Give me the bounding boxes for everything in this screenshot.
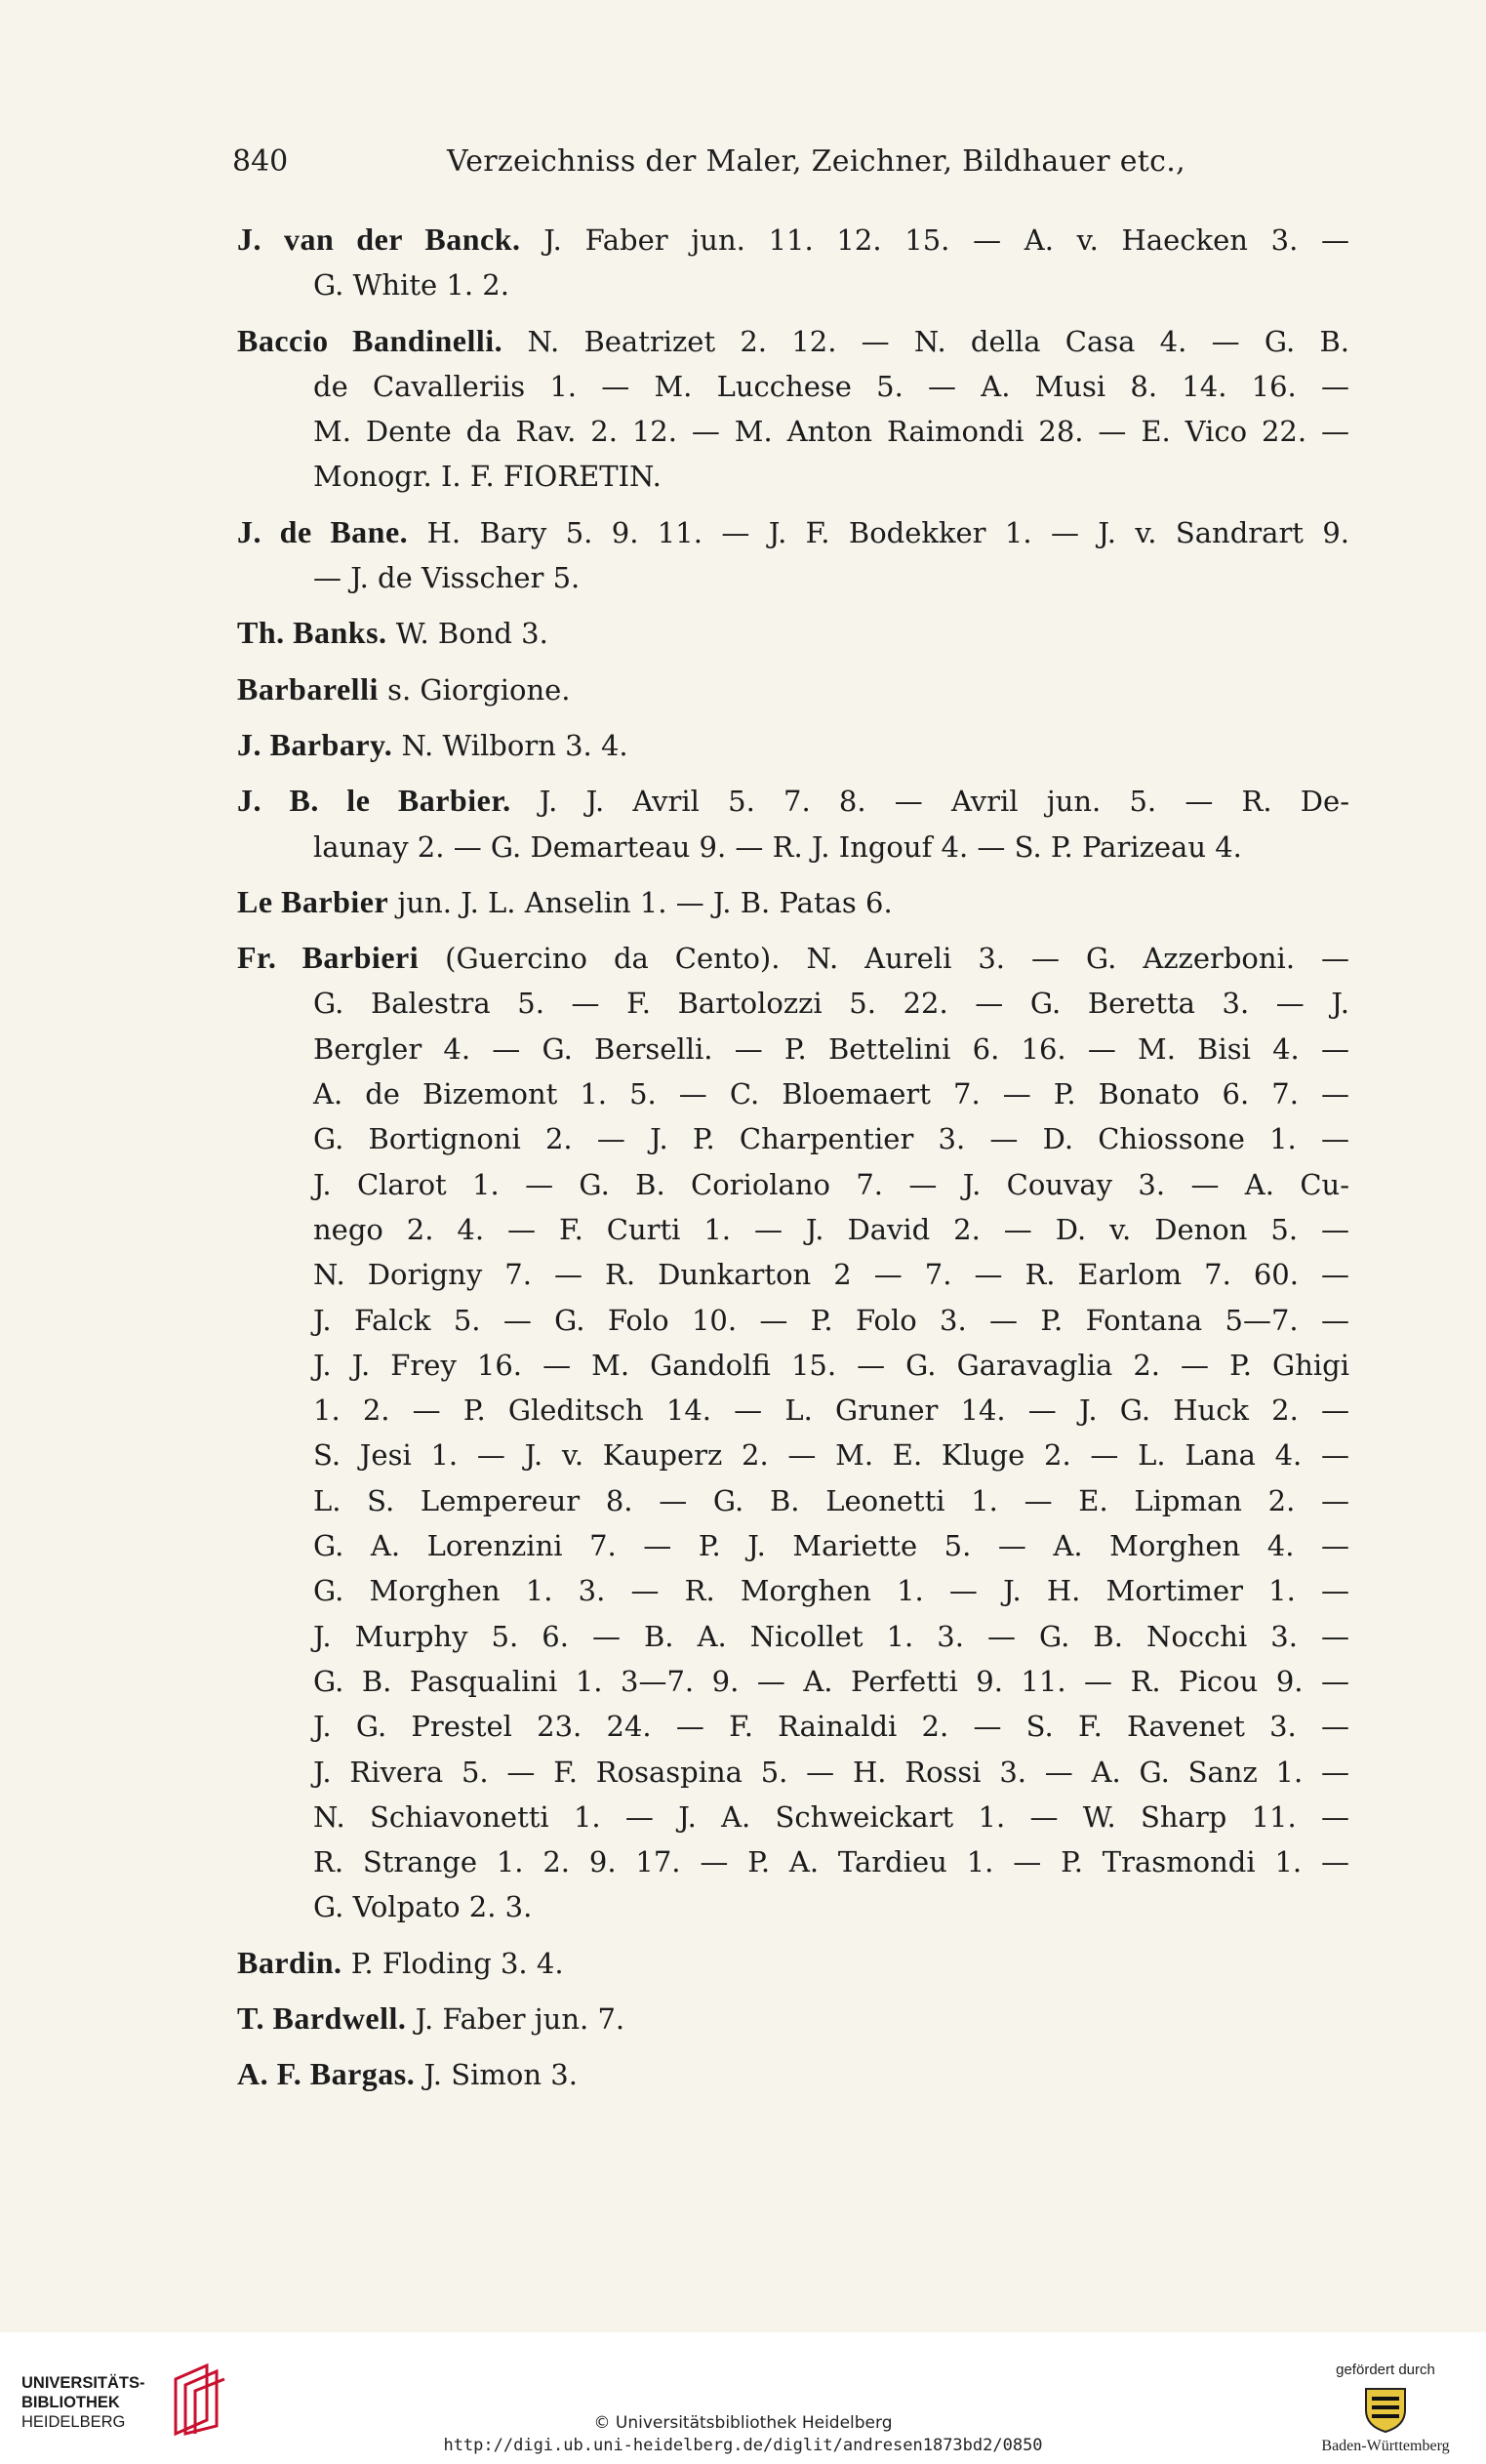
artist-name: Le Barbier [237,883,389,919]
artist-name: Barbarelli [237,670,379,707]
entry-first-line [237,722,1349,768]
index-entry [237,666,1349,712]
engraver-references: P. Floding 3. 4. [350,1946,564,1980]
artist-name: J. de Bane. [237,513,409,549]
engraver-references: G. Bortignoni 2. — J. P. Charpentier 3. — D. Chiossone 1. — [313,1122,1349,1156]
entry-first-line [237,778,1349,824]
engraver-references: M. Dente da Rav. 2. 12. — M. Anton Raimondi 28. — E. Vico 22. — [313,415,1349,449]
running-title: Verzeichniss der Maler, Zeichner, Bildhauer etc., [447,144,1185,179]
engraver-references: launay 2. — G. Demarteau 9. — R. J. Ingouf 4. — S. P. Parizeau 4. [313,829,1242,864]
engraver-references: L. S. Lempereur 8. — G. B. Leonetti 1. — E. Lipman 2. — [313,1483,1349,1517]
engraver-references: J. J. Avril 5. 7. 8. — Avril jun. 5. — R. De- [539,785,1350,819]
engraver-references: G. Volpato 2. 3. [313,1890,533,1924]
entry-continuation-line [237,1433,1349,1477]
engraver-references: J. Faber jun. 7. [415,2001,625,2036]
engraver-references: N. Beatrizet 2. 12. — N. della Casa 4. — G. B. [527,324,1349,358]
entry-continuation-line [237,1343,1349,1388]
artist-name: A. F. Bargas. [237,2056,416,2092]
entry-first-line [237,666,1349,712]
entry-first-line [237,610,1349,656]
artist-name: J. B. le Barbier. [237,783,511,819]
artist-name: T. Bardwell. [237,1999,407,2036]
engraver-references: A. de Bizemont 1. 5. — C. Bloemaert 7. — P. Bonato 6. 7. — [313,1077,1349,1111]
engraver-references: G. White 1. 2. [313,268,509,303]
entry-continuation-line [237,1478,1349,1523]
entry-continuation-line [237,454,1349,499]
entry-continuation-line [237,364,1349,409]
library-name-line-2: BIBLIOTHEK [21,2394,120,2411]
entry-continuation-line [237,1568,1349,1613]
engraver-references: jun. J. L. Anselin 1. — J. B. Patas 6. [397,885,893,919]
entry-continuation-line [237,1388,1349,1433]
entry-continuation-line [237,1162,1349,1207]
index-entry [237,509,1349,601]
engraver-references: N. Dorigny 7. — R. Dunkarton 2 — 7. — R. Earlom 7. 60. — [313,1258,1349,1292]
funder-name: Baden-Württemberg [1321,2438,1450,2454]
entry-continuation-line [237,1704,1349,1749]
permalink-url[interactable]: http://digi.ub.uni-heidelberg.de/diglit/andresen1873bd2/0850 [443,2436,1043,2455]
engraver-references: S. Jesi 1. — J. v. Kauperz 2. — M. E. Kluge 2. — L. Lana 4. — [313,1438,1349,1473]
entry-first-line [237,217,1349,263]
page-number: 840 [232,144,289,179]
index-entry [237,610,1349,656]
entry-first-line [237,318,1349,364]
engraver-references: G. Morghen 1. 3. — R. Morghen 1. — J. H. Mortimer 1. — [313,1574,1349,1608]
engraver-references: N. Schiavonetti 1. — J. A. Schweickart 1. — W. Sharp 11. — [313,1799,1349,1834]
artist-name: Fr. Barbieri [237,940,420,976]
entry-first-line [237,879,1349,925]
engraver-references: J. Murphy 5. 6. — B. A. Nicollet 1. 3. — G. B. Nocchi 3. — [313,1619,1349,1653]
engraver-references: G. Balestra 5. — F. Bartolozzi 5. 22. — G. Beretta 3. — J. [313,987,1349,1021]
funder-block[interactable] [1298,2362,1473,2459]
engraver-references: H. Bary 5. 9. 11. — J. F. Bodekker 1. — J. v. Sandrart 9. [426,515,1350,549]
entry-continuation-line [237,263,1349,307]
engraver-references: J. Rivera 5. — F. Rosaspina 5. — H. Rossi 3. — A. G. Sanz 1. — [313,1755,1349,1789]
engraver-references: (Guercino da Cento). N. Aureli 3. — G. Azzerboni. — [445,942,1350,976]
engraver-references: — J. de Visscher 5. [313,561,581,595]
coat-of-arms-icon [1362,2383,1409,2434]
engraver-references: 1. 2. — P. Gleditsch 14. — L. Gruner 14. — J. G. Huck 2. — [313,1394,1349,1428]
entry-first-line [237,1996,1349,2041]
copyright-notice: © Universitätsbibliothek Heidelberg [593,2413,893,2433]
artist-name: Bardin. [237,1944,342,1980]
library-name-line-1: UNIVERSITÄTS- [21,2374,145,2392]
index-entry [237,217,1349,308]
entry-continuation-line [237,1614,1349,1659]
funder-label: gefördert durch [1336,2362,1435,2378]
entry-continuation-line [237,1071,1349,1116]
engraver-references: nego 2. 4. — F. Curti 1. — J. David 2. — D. v. Denon 5. — [313,1212,1349,1246]
entry-continuation-line [237,1884,1349,1929]
engraver-references: G. A. Lorenzini 7. — P. J. Mariette 5. — A. Morghen 4. — [313,1529,1349,1563]
entry-continuation-line [237,825,1349,869]
artist-name: Th. Banks. [237,615,387,651]
index-entry [237,318,1349,500]
engraver-references: N. Wilborn 3. 4. [401,728,628,762]
entry-continuation-line [237,1523,1349,1568]
entry-continuation-line [237,1252,1349,1297]
entry-first-line [237,935,1349,981]
index-entry [237,935,1349,1930]
entry-continuation-line [237,1207,1349,1252]
entry-continuation-line [237,1839,1349,1884]
entry-first-line [237,509,1349,555]
footer [0,2332,1486,2464]
entry-continuation-line [237,555,1349,600]
engraver-references: W. Bond 3. [395,617,548,651]
entry-first-line [237,1940,1349,1986]
page-header [232,144,1354,193]
entry-list [237,217,1349,2108]
index-entry [237,2051,1349,2097]
entry-continuation-line [237,1027,1349,1071]
engraver-references: s. Giorgione. [387,672,571,707]
engraver-references: de Cavalleriis 1. — M. Lucchese 5. — A. Musi 8. 14. 16. — [313,369,1349,403]
entry-continuation-line [237,1659,1349,1704]
engraver-references: R. Strange 1. 2. 9. 17. — P. A. Tardieu 1. — P. Trasmondi 1. — [313,1845,1349,1879]
index-entry [237,778,1349,869]
index-entry [237,722,1349,768]
entry-continuation-line [237,1750,1349,1795]
artist-name: J. Barbary. [237,726,393,762]
entry-continuation-line [237,1298,1349,1343]
engraver-references: J. Faber jun. 11. 12. 15. — A. v. Haecken 3. — [543,223,1350,257]
engraver-references: Bergler 4. — G. Berselli. — P. Bettelini 6. 16. — M. Bisi 4. — [313,1031,1349,1066]
entry-continuation-line [237,1795,1349,1839]
index-entry [237,1940,1349,1986]
entry-first-line [237,2051,1349,2097]
artist-name: J. van der Banck. [237,222,521,257]
engraver-references: J. Clarot 1. — G. B. Coriolano 7. — J. Couvay 3. — A. Cu- [313,1167,1349,1201]
engraver-references: J. J. Frey 16. — M. Gandolfi 15. — G. Garavaglia 2. — P. Ghigi [313,1348,1349,1382]
index-entry [237,879,1349,925]
library-name-line-3: HEIDELBERG [21,2413,126,2431]
index-entry [237,1996,1349,2041]
engraver-references: J. Simon 3. [423,2058,578,2092]
artist-name: Baccio Bandinelli. [237,322,503,358]
entry-continuation-line [237,981,1349,1026]
engraver-references: G. B. Pasqualini 1. 3—7. 9. — A. Perfetti 9. 11. — R. Picou 9. — [313,1664,1349,1698]
engraver-references: Monogr. I. F. FIORETIN. [313,460,662,494]
engraver-references: J. G. Prestel 23. 24. — F. Rainaldi 2. — S. F. Ravenet 3. — [313,1710,1349,1744]
engraver-references: J. Falck 5. — G. Folo 10. — P. Folo 3. — P. Fontana 5—7. — [313,1303,1349,1337]
entry-continuation-line [237,409,1349,454]
entry-continuation-line [237,1116,1349,1161]
